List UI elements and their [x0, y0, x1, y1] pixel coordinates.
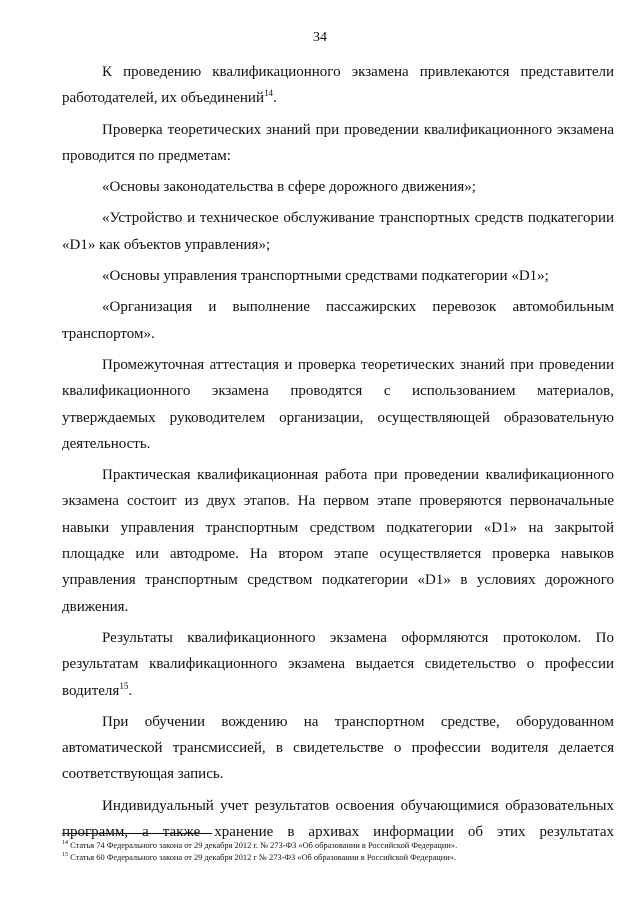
subject-item: «Основы законодательства в сфере дорожного движения»;: [102, 179, 476, 196]
paragraph-text: Результаты квалификационного экзамена оформляются протоколом. По результатам квалификационного экзамена выдается свидетельство о профессии водителя: [62, 629, 614, 699]
footnote-text: Статья 60 Федерального закона от 29 декабря 2012 г № 273-ФЗ «Об образовании в Российской Федерации».: [68, 853, 457, 862]
body-text: [62, 59, 614, 845]
page-number: 34: [313, 30, 327, 45]
paragraph-individual-record: Индивидуальный учет результатов освоения обучающимися образовательных программ, а также хранение в архивах информации об этих результатах: [62, 797, 614, 841]
paragraph-tail: .: [128, 682, 133, 699]
paragraph-practical-work: Практическая квалификационная работа при проведении квалификационного экзамена состоит из двух этапов. На первом этапе проверяются первоначальные навыки управления транспортным средством подкатегории «D1» на закрытой площадке или автодроме. На втором этапе осуществляется проверка навыков управления транспортным средством подкатегории «D1» в условиях дорожного движения.: [62, 467, 614, 615]
paragraph-theory-check: Проверка теоретических знаний при проведении квалификационного экзамена проводится по предметам:: [62, 121, 614, 164]
footnote-ref-15: 15: [119, 680, 129, 691]
paragraph-attestation: Промежуточная аттестация и проверка теоретических знаний при проведении квалификационного экзамена проводятся с использованием материалов, утверждаемых руководителем организации, осуществляющей образовательную деятельность.: [62, 356, 614, 452]
footnote-ref-14: 14: [263, 88, 273, 99]
paragraph-tail: .: [272, 90, 277, 107]
footnote-text: Статья 74 Федерального закона от 29 декабря 2012 г. № 273-ФЗ «Об образовании в Российской Федерации».: [68, 841, 458, 850]
footnote-mark: 15: [62, 852, 68, 859]
paragraph-text: К проведению квалификационного экзамена привлекаются представители работодателей, их объединений: [62, 64, 614, 107]
paragraph-automatic-transmission: При обучении вождению на транспортном средстве, оборудованном автоматической трансмиссией, в свидетельстве о профессии водителя делается соответствующая запись.: [62, 713, 614, 783]
paragraph-examiners: [62, 59, 614, 112]
subject-item: «Устройство и техническое обслуживание транспортных средств подкатегории «D1» как объектов управления»;: [62, 210, 614, 253]
footnote-divider: [62, 833, 212, 834]
footnote-14: [62, 840, 614, 852]
footnote-15: [62, 852, 614, 864]
subject-item: «Организация и выполнение пассажирских перевозок автомобильным транспортом».: [62, 299, 614, 342]
footnotes: [62, 833, 614, 864]
footnote-mark: 14: [62, 840, 68, 847]
subject-item: «Основы управления транспортными средствами подкатегории «D1»;: [102, 268, 549, 285]
paragraph-results: [62, 625, 614, 704]
